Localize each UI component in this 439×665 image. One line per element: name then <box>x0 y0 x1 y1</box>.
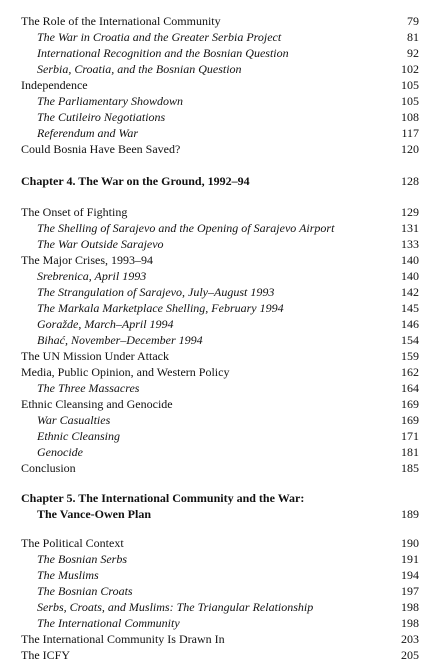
toc-entry-page-number: 169 <box>401 413 419 427</box>
toc-subsection-entry <box>0 428 439 444</box>
toc-entry-title: Chapter 4. The War on the Ground, 1992–94 <box>21 174 250 188</box>
toc-subsection-entry <box>0 45 439 61</box>
toc-entry-page-number: 92 <box>407 46 419 60</box>
toc-subsection-entry <box>0 316 439 332</box>
toc-section-entry <box>0 13 439 29</box>
toc-entry-page-number: 185 <box>401 461 419 475</box>
toc-subsection-entry <box>0 220 439 236</box>
toc-entry-title: Conclusion <box>21 461 76 475</box>
toc-entry-title: Goražde, March–April 1994 <box>37 317 174 331</box>
toc-entry-page-number: 197 <box>401 584 419 598</box>
toc-entry-title: Serbia, Croatia, and the Bosnian Question <box>37 62 242 76</box>
toc-entry-title: The Parliamentary Showdown <box>37 94 183 108</box>
toc-entry-page-number: 102 <box>401 62 419 76</box>
toc-section-entry <box>0 252 439 268</box>
toc-entry-page-number: 131 <box>401 221 419 235</box>
toc-entry-title: War Casualties <box>37 413 111 427</box>
toc-section-entry <box>0 631 439 647</box>
toc-section-entry <box>0 204 439 220</box>
toc-entry-page-number: 128 <box>401 174 419 188</box>
toc-entry-page-number: 171 <box>401 429 419 443</box>
toc-entry-page-number: 146 <box>401 317 419 331</box>
toc-entry-title: The War Outside Sarajevo <box>37 237 164 251</box>
toc-section-entry <box>0 141 439 157</box>
toc-entry-title: Srebrenica, April 1993 <box>37 269 147 283</box>
toc-chapter-heading <box>0 173 439 189</box>
toc-entry-page-number: 181 <box>401 445 419 459</box>
toc-section-entry <box>0 396 439 412</box>
toc-entry-page-number: 120 <box>401 142 419 156</box>
toc-subsection-entry <box>0 268 439 284</box>
toc-entry-page-number: 142 <box>401 285 419 299</box>
toc-chapter-heading <box>0 490 439 506</box>
toc-entry-page-number: 133 <box>401 237 419 251</box>
toc-entry-title: The Vance-Owen Plan <box>37 507 152 521</box>
toc-subsection-entry <box>0 29 439 45</box>
toc-entry-page-number: 140 <box>401 253 419 267</box>
toc-entry-title: The Three Massacres <box>37 381 140 395</box>
toc-entry-title: Genocide <box>37 445 83 459</box>
toc-subsection-entry <box>0 236 439 252</box>
toc-entry-title: Ethnic Cleansing and Genocide <box>21 397 173 411</box>
toc-subsection-entry <box>0 125 439 141</box>
toc-entry-title: International Recognition and the Bosnian Question <box>37 46 289 60</box>
toc-section-entry <box>0 364 439 380</box>
toc-entry-title: The Bosnian Croats <box>37 584 133 598</box>
toc-entry-page-number: 194 <box>401 568 419 582</box>
toc-entry-title: Could Bosnia Have Been Saved? <box>21 142 181 156</box>
toc-entry-page-number: 198 <box>401 600 419 614</box>
toc-section-entry <box>0 77 439 93</box>
toc-entry-title: Bihać, November–December 1994 <box>37 333 203 347</box>
toc-section-entry <box>0 460 439 476</box>
toc-entry-page-number: 117 <box>401 126 419 140</box>
toc-entry-title: The Bosnian Serbs <box>37 552 127 566</box>
toc-entry-page-number: 203 <box>401 632 419 646</box>
toc-entry-title: The Role of the International Community <box>21 14 221 28</box>
toc-subsection-entry <box>0 93 439 109</box>
toc-entry-page-number: 105 <box>401 78 419 92</box>
toc-entry-title: Referendum and War <box>37 126 139 140</box>
toc-entry-title: The Strangulation of Sarajevo, July–August 1993 <box>37 285 275 299</box>
toc-subsection-entry <box>0 599 439 615</box>
toc-entry-page-number: 162 <box>401 365 419 379</box>
toc-entry-page-number: 145 <box>401 301 419 315</box>
toc-entry-title: Media, Public Opinion, and Western Policy <box>21 365 230 379</box>
toc-subsection-entry <box>0 61 439 77</box>
toc-entry-title: The Cutileiro Negotiations <box>37 110 166 124</box>
toc-entry-title: The International Community Is Drawn In <box>21 632 225 646</box>
toc-entry-title: Independence <box>21 78 88 92</box>
toc-subsection-entry <box>0 109 439 125</box>
toc-entry-title: The Markala Marketplace Shelling, February 1994 <box>37 301 284 315</box>
toc-subsection-entry <box>0 615 439 631</box>
toc-entry-page-number: 191 <box>401 552 419 566</box>
toc-entry-page-number: 140 <box>401 269 419 283</box>
toc-entry-title: Serbs, Croats, and Muslims: The Triangular Relationship <box>37 600 314 614</box>
toc-subsection-entry <box>0 380 439 396</box>
toc-entry-page-number: 129 <box>401 205 419 219</box>
toc-subsection-entry <box>0 284 439 300</box>
toc-entry-page-number: 169 <box>401 397 419 411</box>
toc-entry-title: Ethnic Cleansing <box>37 429 120 443</box>
toc-entry-title: The Major Crises, 1993–94 <box>21 253 153 267</box>
toc-section-entry <box>0 647 439 663</box>
toc-subsection-entry <box>0 567 439 583</box>
toc-subsection-entry <box>0 551 439 567</box>
toc-subsection-entry <box>0 332 439 348</box>
toc-entry-title: The UN Mission Under Attack <box>21 349 169 363</box>
toc-entry-title: The War in Croatia and the Greater Serbia Project <box>37 30 282 44</box>
toc-entry-page-number: 190 <box>401 536 419 550</box>
toc-entry-title: The ICFY <box>21 648 70 662</box>
toc-entry-title: The International Community <box>37 616 180 630</box>
toc-subsection-entry <box>0 444 439 460</box>
toc-subsection-entry <box>0 412 439 428</box>
toc-entry-page-number: 79 <box>407 14 419 28</box>
toc-entry-page-number: 198 <box>401 616 419 630</box>
toc-entry-page-number: 159 <box>401 349 419 363</box>
toc-subsection-entry <box>0 300 439 316</box>
toc-entry-title: The Shelling of Sarajevo and the Opening of Sarajevo Airport <box>37 221 335 235</box>
toc-entry-title: The Muslims <box>37 568 99 582</box>
toc-entry-page-number: 105 <box>401 94 419 108</box>
toc-entry-page-number: 164 <box>401 381 419 395</box>
toc-entry-page-number: 189 <box>401 507 419 521</box>
toc-section-entry <box>0 348 439 364</box>
toc-section-entry <box>0 535 439 551</box>
toc-subsection-entry <box>0 583 439 599</box>
toc-entry-title: The Onset of Fighting <box>21 205 128 219</box>
toc-entry-page-number: 81 <box>407 30 419 44</box>
toc-entry-title: Chapter 5. The International Community and the War: <box>21 491 305 505</box>
toc-entry-title: The Political Context <box>21 536 124 550</box>
toc-entry-page-number: 205 <box>401 648 419 662</box>
toc-entry-page-number: 108 <box>401 110 419 124</box>
toc-chapter-heading <box>0 506 439 522</box>
toc-entry-page-number: 154 <box>401 333 419 347</box>
